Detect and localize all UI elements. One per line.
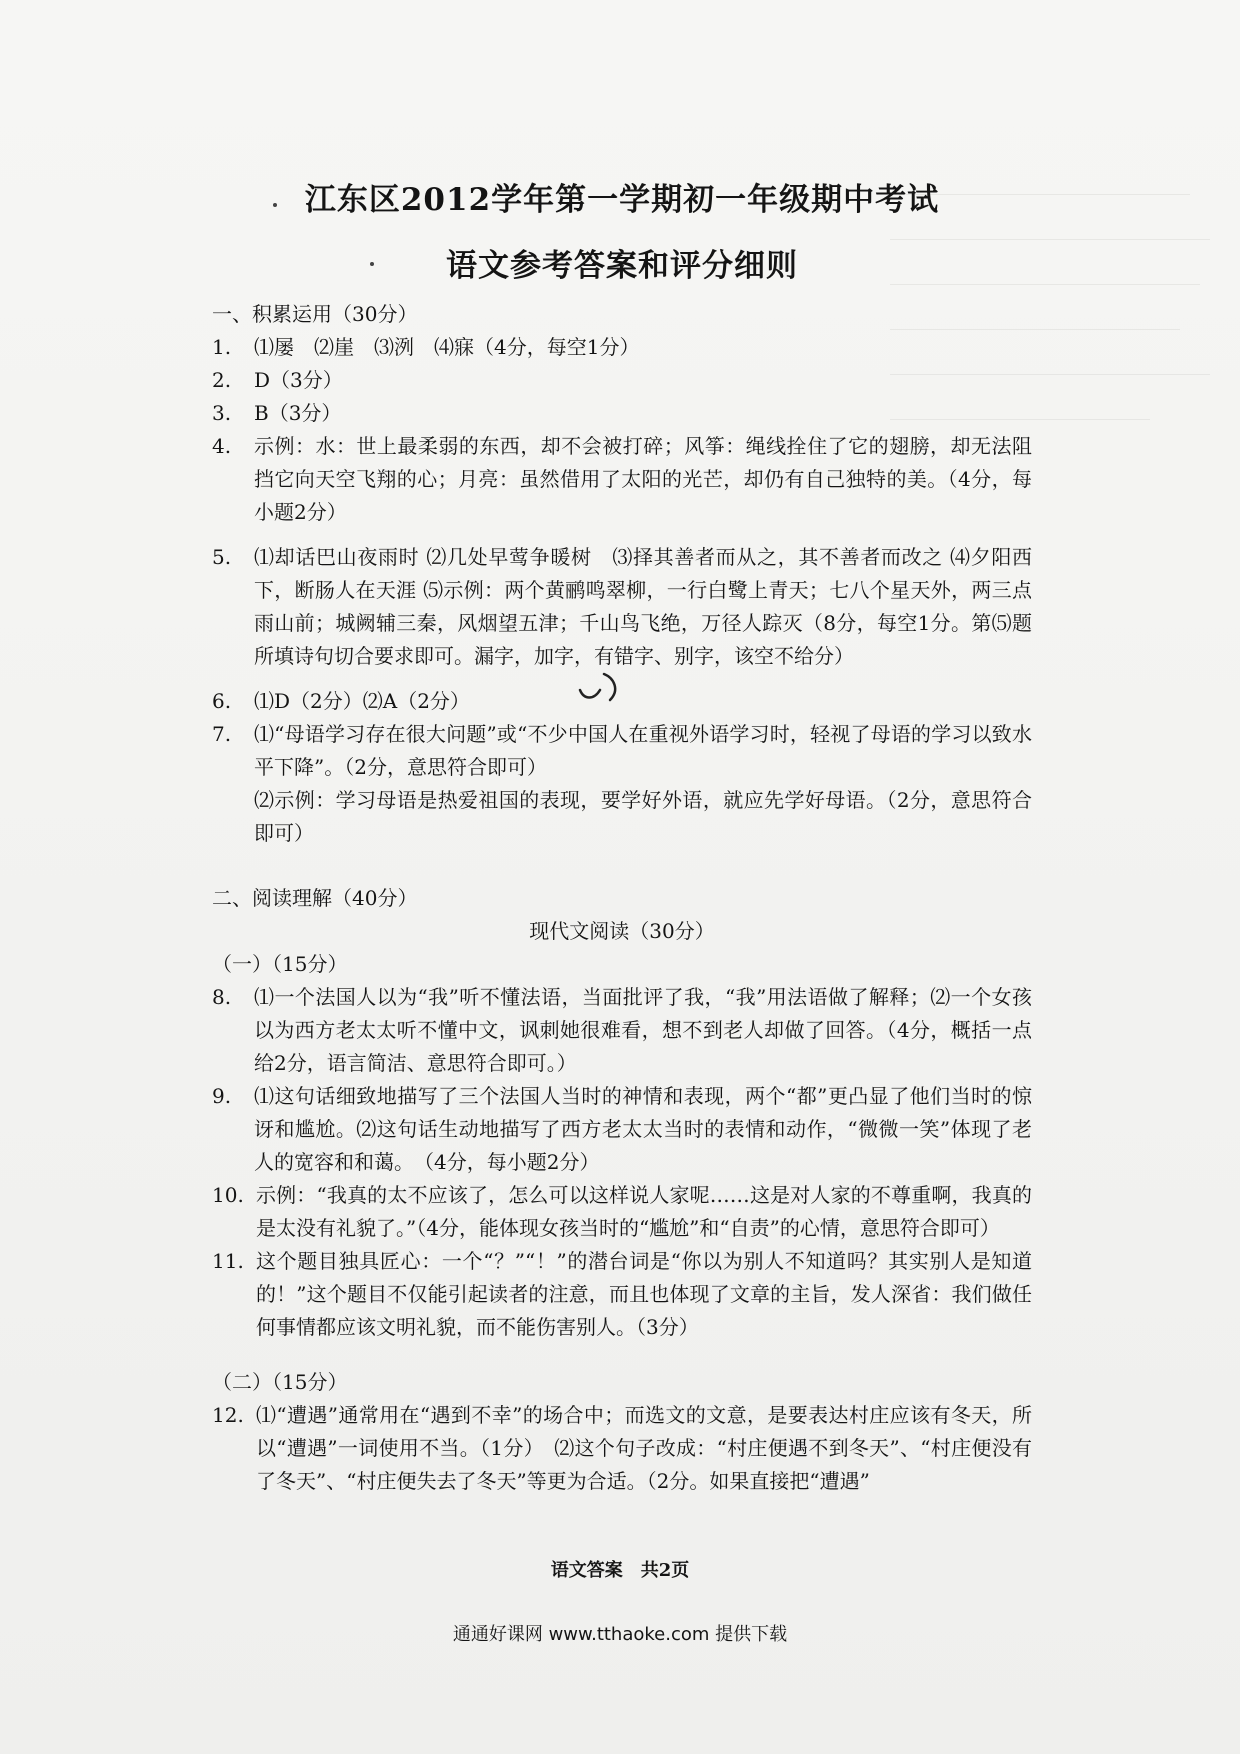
question-number: 9.: [212, 1084, 232, 1108]
download-notice: 通通好课网 www.tthaoke.com 提供下载: [452, 1624, 788, 1645]
answer-text: ⑴“遭遇”通常用在“遇到不幸”的场合中；而选文的文意，是要表达村庄应该有冬天，所以“遭遇”一词使用不当。（1分） ⑵这个句子改成：“村庄便遇不到冬天”、“村庄便没有了冬天”、“村庄便失去了冬天”等更为合适。（2分。如果直接把“遭遇”: [256, 1403, 1032, 1493]
document-title: 江东区2012学年第一学期初一年级期中考试: [304, 182, 940, 218]
question-1: [212, 331, 1032, 364]
part-heading-1: （一）（15分）: [212, 952, 348, 976]
question-number: 2.: [212, 368, 232, 392]
question-number: 12.: [212, 1403, 244, 1427]
question-number: 7.: [212, 722, 232, 746]
question-5: [212, 541, 1032, 673]
question-number: 8.: [212, 985, 232, 1009]
answer-text: B（3分）: [254, 401, 342, 425]
question-number: 4.: [212, 434, 232, 458]
answer-text-continued: ⑵示例：学习母语是热爱祖国的表现，要学好外语，就应先学好母语。（2分，意思符合即可）: [254, 788, 1032, 845]
handwritten-check-mark-icon: [574, 664, 634, 704]
question-3: [212, 397, 1032, 430]
answer-text: 示例：“我真的太不应该了，怎么可以这样说人家呢……这是对人家的不尊重啊，我真的是太没有礼貌了。”（4分，能体现女孩当时的“尴尬”和“自责”的心情，意思符合即可）: [256, 1183, 1032, 1240]
question-2: [212, 364, 1032, 397]
answer-text: 这个题目独具匠心：一个“？”“！”的潜台词是“你以为别人不知道吗？其实别人是知道的！”这个题目不仅能引起读者的注意，而且也体现了文章的主旨，发人深省：我们做任何事情都应该文明礼貌，而不能伤害别人。（3分）: [256, 1249, 1032, 1339]
section-heading-2: 二、阅读理解（40分）: [212, 886, 418, 910]
question-number: 10.: [212, 1183, 244, 1207]
answer-text: ⑴“母语学习存在很大问题”或“不少中国人在重视外语学习时，轻视了母语的学习以致水平下降”。（2分，意思符合即可）: [254, 722, 1032, 779]
question-7: [212, 718, 1032, 784]
question-number: 6.: [212, 689, 232, 713]
question-12: [212, 1399, 1032, 1498]
answer-sheet: [212, 178, 1032, 1498]
question-8: [212, 981, 1032, 1080]
part-heading-2: （二）（15分）: [212, 1370, 348, 1394]
question-number: 5.: [212, 545, 232, 569]
answer-text: ⑴这句话细致地描写了三个法国人当时的神情和表现，两个“都”更凸显了他们当时的惊讶和尴尬。⑵这句话生动地描写了西方老太太当时的表情和动作，“微微一笑”体现了老人的宽容和和蔼。 （4分，每小题2分）: [254, 1084, 1032, 1174]
answer-text: ⑴却话巴山夜雨时 ⑵几处早莺争暖树 ⑶择其善者而从之，其不善者而改之 ⑷夕阳西下，断肠人在天涯 ⑸示例：两个黄鹂鸣翠柳，一行白鹭上青天；七八个星天外，两三点雨山前；城阙辅三秦，风烟望五津；千山鸟飞绝，万径人踪灭（8分，每空1分。第⑸题所填诗句切合要求即可。漏字，加字，有错字、别字，该空不给分）: [254, 545, 1032, 668]
answer-text: 示例：水：世上最柔弱的东西，却不会被打碎；风筝：绳线拴住了它的翅膀，却无法阻挡它向天空飞翔的心；月亮：虽然借用了太阳的光芒，却仍有自己独特的美。（4分，每小题2分）: [254, 434, 1032, 524]
question-number: 3.: [212, 401, 232, 425]
answer-text: ⑴D（2分）⑵A（2分）: [254, 689, 470, 713]
subsection-heading: 现代文阅读（30分）: [529, 919, 715, 943]
page-footer: 语文答案 共2页: [550, 1560, 690, 1581]
answer-text: ⑴一个法国人以为“我”听不懂法语，当面批评了我，“我”用法语做了解释；⑵一个女孩以为西方老太太听不懂中文，讽刺她很难看，想不到老人却做了回答。（4分，概括一点给2分，语言简洁、意思符合即可。）: [254, 985, 1032, 1075]
question-number: 1.: [212, 335, 232, 359]
answer-text: D（3分）: [254, 368, 343, 392]
question-11: [212, 1245, 1032, 1344]
question-10: [212, 1179, 1032, 1245]
question-4: [212, 430, 1032, 529]
question-number: 11.: [212, 1249, 244, 1273]
question-9: [212, 1080, 1032, 1179]
answer-text: ⑴屡 ⑵崖 ⑶洌 ⑷寐（4分，每空1分）: [254, 335, 640, 359]
document-subtitle: 语文参考答案和评分细则: [446, 248, 798, 284]
section-heading-1: 一、积累运用（30分）: [212, 302, 418, 326]
